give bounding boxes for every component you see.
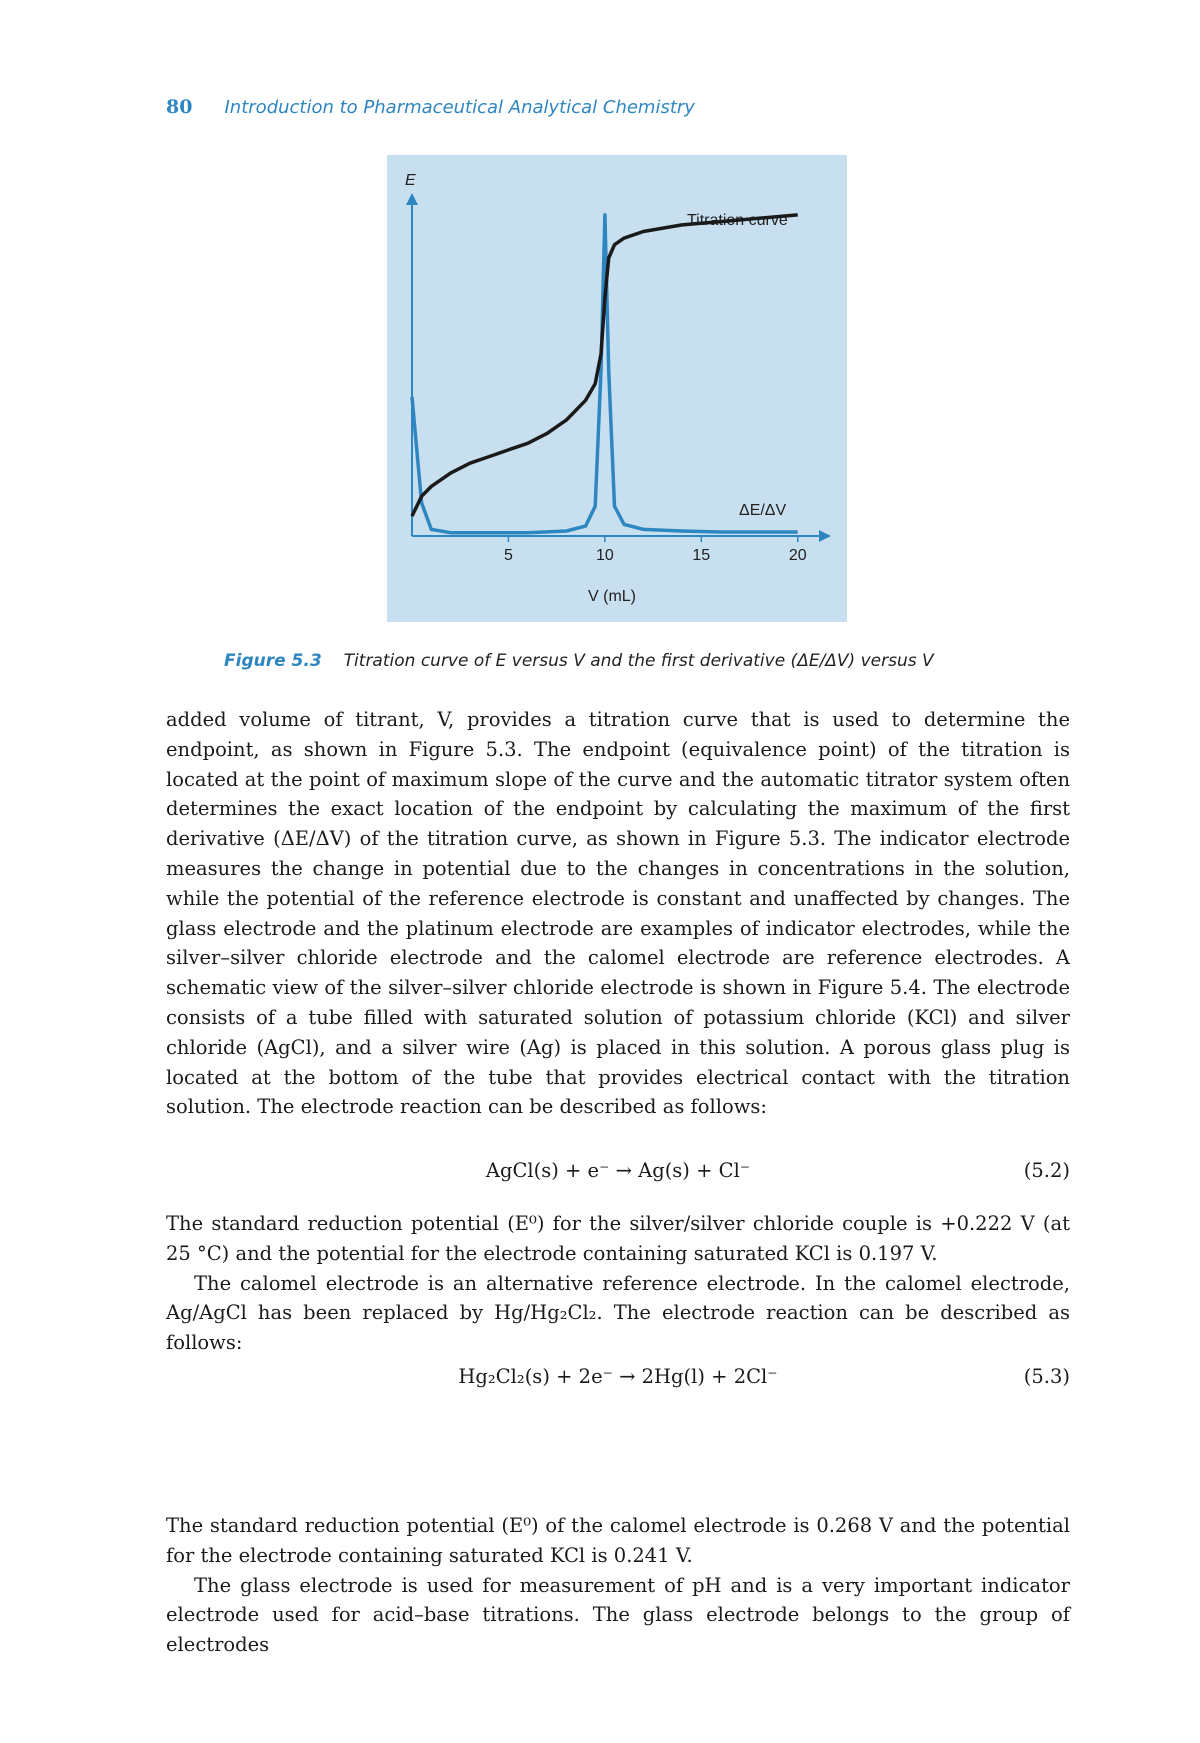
figure-label: Figure 5.3: [224, 651, 322, 671]
y-axis-label: E: [405, 172, 416, 189]
x-tick-label: 15: [692, 547, 711, 564]
equation-5-2: [166, 1159, 1070, 1189]
caption-text: Titration curve of E versus V and the first derivative (ΔE/ΔV) versus V: [343, 651, 934, 671]
paragraph-1: [166, 705, 1070, 1122]
equation-expression: Hg₂Cl₂(s) + 2e⁻ → 2Hg(l) + 2Cl⁻: [458, 1365, 778, 1388]
running-head: [166, 96, 695, 118]
derivative-series-line: [412, 215, 798, 533]
equation-number: (5.3): [1023, 1365, 1070, 1388]
figure-5-3: [387, 155, 847, 622]
paragraph-text: The standard reduction potential (E⁰) of the calomel electrode is 0.268 V and the potential for the electrode containing saturated KCl is 0.241 V.: [166, 1514, 1070, 1567]
paragraph-text: The standard reduction potential (E⁰) for the silver/silver chloride couple is +0.222 V (at 25 °C) and the potential for the electrode containing saturated KCl is 0.197 V.: [166, 1212, 1070, 1265]
derivative-curve-label: ΔE/ΔV: [739, 502, 787, 519]
x-axis-arrow: [819, 530, 831, 542]
x-axis-label: V (mL): [588, 588, 636, 605]
running-title: Introduction to Pharmaceutical Analytical Chemistry: [224, 97, 695, 118]
equation-5-3: [166, 1365, 1070, 1395]
titration-chart: [387, 155, 847, 622]
figure-caption: [224, 651, 1084, 671]
equation-number: (5.2): [1023, 1159, 1070, 1182]
y-axis-arrow: [406, 193, 418, 205]
titration-curve-label: Titration curve: [687, 212, 788, 229]
x-tick-label: 5: [503, 547, 513, 564]
x-tick-label: 20: [788, 547, 807, 564]
equation-expression: AgCl(s) + e⁻ → Ag(s) + Cl⁻: [485, 1159, 751, 1182]
paragraph-4: [166, 1511, 1070, 1660]
paragraph-2: [166, 1209, 1070, 1358]
page-number: 80: [166, 96, 193, 118]
paragraph-text: added volume of titrant, V, provides a titration curve that is used to determine the endpoint, as shown in Figure 5.3. The endpoint (equivalence point) of the titration is located at the point of maximum slope of the curve and the automatic titrator system often determines the exact location of the endpoint by calculating the maximum of the first derivative (ΔE/ΔV) of the titration curve, as shown in Figure 5.3. The indicator electrode measures the change in potential due to the changes in concentrations in the solution, while the potential of the reference electrode is constant and unaffected by changes. The glass electrode and the platinum electrode are examples of indicator electrodes, while the silver–silver chloride electrode and the calomel electrode are reference electrodes. A schematic view of the silver–silver chloride electrode is shown in Figure 5.4. The electrode consists of a tube filled with saturated solution of potassium chloride (KCl) and silver chloride (AgCl), and a silver wire (Ag) is placed in this solution. A porous glass plug is located at the bottom of the tube that provides electrical contact with the titration solution. The electrode reaction can be described as follows:: [166, 708, 1070, 1119]
paragraph-text: The glass electrode is used for measurement of pH and is a very important indicator electrode used for acid–base titrations. The glass electrode belongs to the group of electrodes: [166, 1573, 1070, 1657]
x-tick-label: 10: [595, 547, 614, 564]
paragraph-text: The calomel electrode is an alternative reference electrode. In the calomel electrode, Ag/AgCl has been replaced by Hg/Hg₂Cl₂. The electrode reaction can be described as follows:: [166, 1271, 1070, 1355]
